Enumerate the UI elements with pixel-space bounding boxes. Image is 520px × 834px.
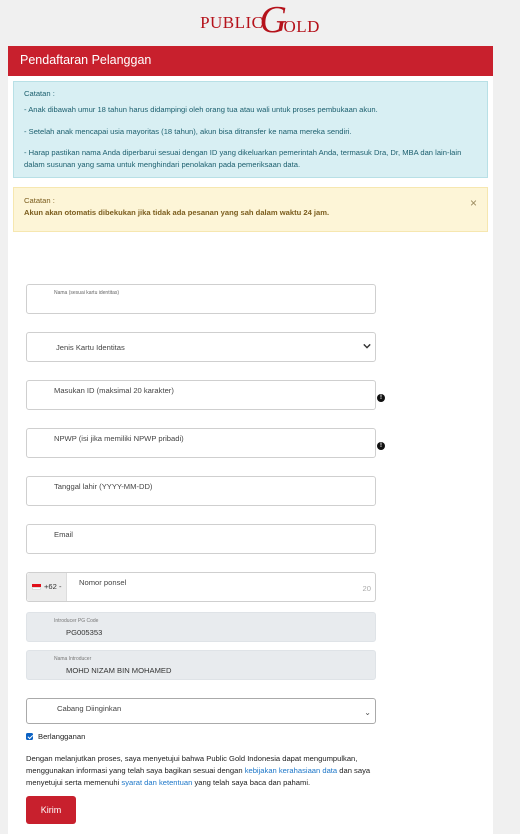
subscribe-checkbox[interactable] [26, 733, 33, 740]
dial-code: +62 - [44, 582, 62, 591]
warning-alert [13, 187, 488, 232]
introducer-code-label: Introducer PG Code [54, 618, 99, 624]
logo-text-g: G [259, 0, 288, 41]
privacy-policy-link[interactable]: kebijakan kerahasiaan data [244, 765, 338, 775]
terms-link[interactable]: syarat dan ketentuan [121, 777, 193, 787]
phone-field[interactable] [26, 572, 376, 602]
dob-field[interactable] [26, 476, 376, 506]
name-field[interactable] [26, 284, 376, 314]
id-type-placeholder: Jenis Kartu Identitas [56, 343, 125, 352]
registration-card [8, 46, 493, 834]
logo [0, 0, 520, 46]
info-icon[interactable]: ! [377, 394, 385, 402]
phone-char-counter: 20 [362, 584, 371, 593]
warning-alert-title: Catatan : [24, 196, 55, 205]
info-alert-title: Catatan : [24, 89, 55, 98]
email-field[interactable] [26, 524, 376, 554]
indonesia-flag-icon [32, 584, 41, 590]
id-number-placeholder: Masukan ID (maksimal 20 karakter) [54, 386, 174, 395]
close-icon[interactable]: × [469, 196, 477, 210]
subscribe-checkbox-row[interactable] [26, 732, 85, 741]
name-field-label: Nama (sesuai kartu identitas) [54, 290, 120, 296]
info-alert-line: - Harap pastikan nama Anda diperbarui sesuai dengan ID yang dikeluarkan pemerintah Anda, termasuk Dra, Dr, MBA dan lain-lain dalam susunan yang sama untuk menghindari penolakan pada pemeriksaan data. [24, 148, 462, 169]
info-alert [13, 81, 488, 178]
npwp-placeholder: NPWP (isi jika memiliki NPWP pribadi) [54, 434, 184, 443]
branch-select[interactable] [26, 698, 376, 724]
introducer-code-field [26, 612, 376, 642]
phone-placeholder: Nomor ponsel [79, 578, 127, 587]
introducer-name-label: Nama Introducer [54, 656, 92, 662]
consent-text-part: yang telah saya baca dan pahami. [192, 777, 311, 787]
select-arrow-icon: ⌄ [364, 708, 371, 717]
introducer-code-value: PG005353 [66, 628, 103, 637]
branch-placeholder: Cabang Diinginkan [57, 704, 122, 713]
logo-text-public: PUBLIC [200, 13, 264, 32]
id-type-select[interactable] [26, 332, 376, 362]
logo-text-old: OLD [283, 17, 320, 36]
consent-text-part: Dengan melanjutkan proses, saya menyetujui bahwa Public Gold Indonesia dapat mengumpulkan, menggunakan informasi yang telah saya bagikan sesuai dengan [26, 754, 358, 775]
submit-button[interactable]: Kirim [26, 796, 76, 824]
email-placeholder: Email [54, 530, 73, 539]
npwp-field[interactable] [26, 428, 376, 458]
introducer-name-field [26, 650, 376, 680]
consent-text-part: dan saya menyetujui serta memenuhi [26, 765, 371, 787]
consent-text [26, 753, 381, 788]
info-alert-line: - Anak dibawah umur 18 tahun harus didampingi oleh orang tua atau wali untuk proses pembukaan akun. [24, 105, 378, 115]
id-number-field[interactable] [26, 380, 376, 410]
chevron-down-icon [363, 342, 371, 350]
subscribe-label: Berlangganan [38, 732, 86, 741]
dob-placeholder: Tanggal lahir (YYYY-MM-DD) [54, 482, 153, 491]
page-title: Pendaftaran Pelanggan [8, 46, 493, 76]
info-icon[interactable]: ! [377, 442, 385, 450]
introducer-name-value: MOHD NIZAM BIN MOHAMED [66, 666, 172, 675]
warning-alert-message: Akun akan otomatis dibekukan jika tidak ada pesanan yang sah dalam waktu 24 jam. [24, 208, 330, 218]
country-code-selector[interactable] [27, 573, 67, 601]
info-alert-line: - Setelah anak mencapai usia mayoritas (18 tahun), akun bisa ditransfer ke nama mereka sendiri. [24, 126, 352, 136]
